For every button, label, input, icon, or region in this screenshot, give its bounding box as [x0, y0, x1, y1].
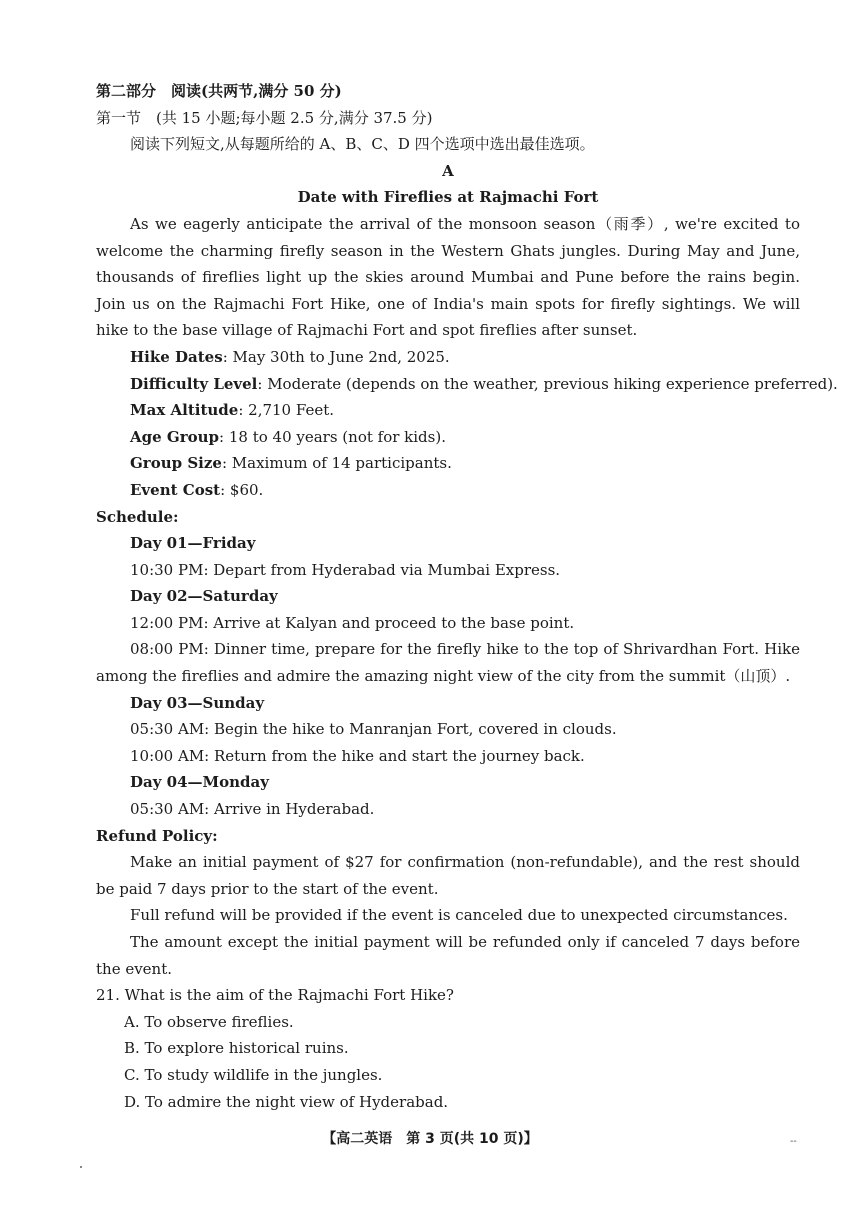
- refund-paragraph: Full refund will be provided if the event is canceled due to unexpected circumstances.: [130, 906, 788, 925]
- detail-event-cost: Event Cost: $60.: [130, 480, 264, 499]
- detail-value: 2,710 Feet.: [248, 401, 335, 420]
- option-b: B. To explore historical ruins.: [124, 1039, 349, 1058]
- detail-key: Age Group: [130, 427, 220, 446]
- detail-group-size: Group Size: Maximum of 14 participants.: [130, 454, 452, 473]
- detail-value: 18 to 40 years (not for kids).: [228, 427, 446, 446]
- schedule-item: 10:00 AM: Return from the hike and start the journey back.: [130, 746, 585, 765]
- detail-key: Hike Dates: [130, 347, 223, 366]
- detail-key: Event Cost: [130, 480, 221, 499]
- schedule-item: 08:00 PM: Dinner time, prepare for the firefly hike to the top of Shrivardhan Fort. Hike among the fireflies and admire the amazing night view of the city from the summit（山顶）.: [96, 640, 800, 686]
- schedule-item: 05:30 AM: Begin the hike to Manranjan Fort, covered in clouds.: [130, 720, 617, 739]
- detail-key: Max Altitude: [130, 401, 239, 420]
- schedule-label: Schedule:: [96, 507, 179, 526]
- detail-value: $60.: [229, 480, 264, 499]
- detail-value: May 30th to June 2nd, 2025.: [232, 347, 450, 366]
- detail-hike-dates: Hike Dates: May 30th to June 2nd, 2025.: [130, 347, 450, 366]
- option-c: C. To study wildlife in the jungles.: [124, 1065, 383, 1084]
- detail-value: Moderate (depends on the weather, previous hiking experience preferred).: [267, 374, 838, 393]
- detail-value: Maximum of 14 participants.: [231, 454, 452, 473]
- detail-difficulty: Difficulty Level: Moderate (depends on the weather, previous hiking experience preferred).: [130, 374, 838, 393]
- refund-paragraph: Make an initial payment of $27 for confirmation (non-refundable), and the rest should be paid 7 days prior to the start of the event.: [96, 853, 800, 898]
- page-footer: 【高二英语 第 3 页(共 10 页)】: [322, 1131, 538, 1147]
- schedule-item: 10:30 PM: Depart from Hyderabad via Mumbai Express.: [130, 560, 561, 579]
- option-d: D. To admire the night view of Hyderabad.: [124, 1092, 449, 1111]
- passage-title: Date with Fireflies at Rajmachi Fort: [297, 188, 599, 207]
- schedule-item: 12:00 PM: Arrive at Kalyan and proceed to the base point.: [130, 613, 575, 632]
- detail-altitude: Max Altitude: 2,710 Feet.: [130, 401, 335, 420]
- exam-page: [96, 78, 838, 1115]
- part-heading: 第二部分 阅读(共两节,满分 50 分): [96, 82, 342, 100]
- detail-age-group: Age Group: 18 to 40 years (not for kids).: [130, 427, 446, 446]
- details-list: [96, 344, 838, 504]
- schedule-item: 05:30 AM: Arrive in Hyderabad.: [130, 800, 375, 819]
- day-02-label: Day 02—Saturday: [130, 587, 278, 606]
- refund-paragraph: The amount except the initial payment will be refunded only if canceled 7 days before the event.: [96, 933, 800, 978]
- intro-paragraph: As we eagerly anticipate the arrival of the monsoon season（雨季）, we're excited to welcome the charming firefly season in the Western Ghats jungles. During May and June, thousands of fireflies light up the skies around Mumbai and Pune before the rains begin. Join us on the Rajmachi Fort Hike, one of India's main spots for firefly sightings. We will hike to the base village of Rajmachi Fort and spot fireflies after sunset.: [96, 214, 800, 340]
- day-04-label: Day 04—Monday: [130, 773, 269, 792]
- refund-label: Refund Policy:: [96, 826, 218, 845]
- detail-key: Group Size: [130, 454, 222, 473]
- section-heading: 第一节 (共 15 小题;每小题 2.5 分,满分 37.5 分): [96, 108, 433, 127]
- corner-mark: --: [790, 1136, 797, 1147]
- detail-key: Difficulty Level: [130, 374, 258, 393]
- instruction: 阅读下列短文,从每题所给的 A、B、C、D 四个选项中选出最佳选项。: [130, 135, 595, 154]
- day-03-label: Day 03—Sunday: [130, 693, 265, 712]
- option-a: A. To observe fireflies.: [124, 1012, 294, 1031]
- question-stem: 21. What is the aim of the Rajmachi Fort Hike?: [96, 986, 454, 1005]
- scan-speck: [80, 1166, 82, 1168]
- day-01-label: Day 01—Friday: [130, 534, 256, 553]
- passage-letter: A: [442, 161, 454, 180]
